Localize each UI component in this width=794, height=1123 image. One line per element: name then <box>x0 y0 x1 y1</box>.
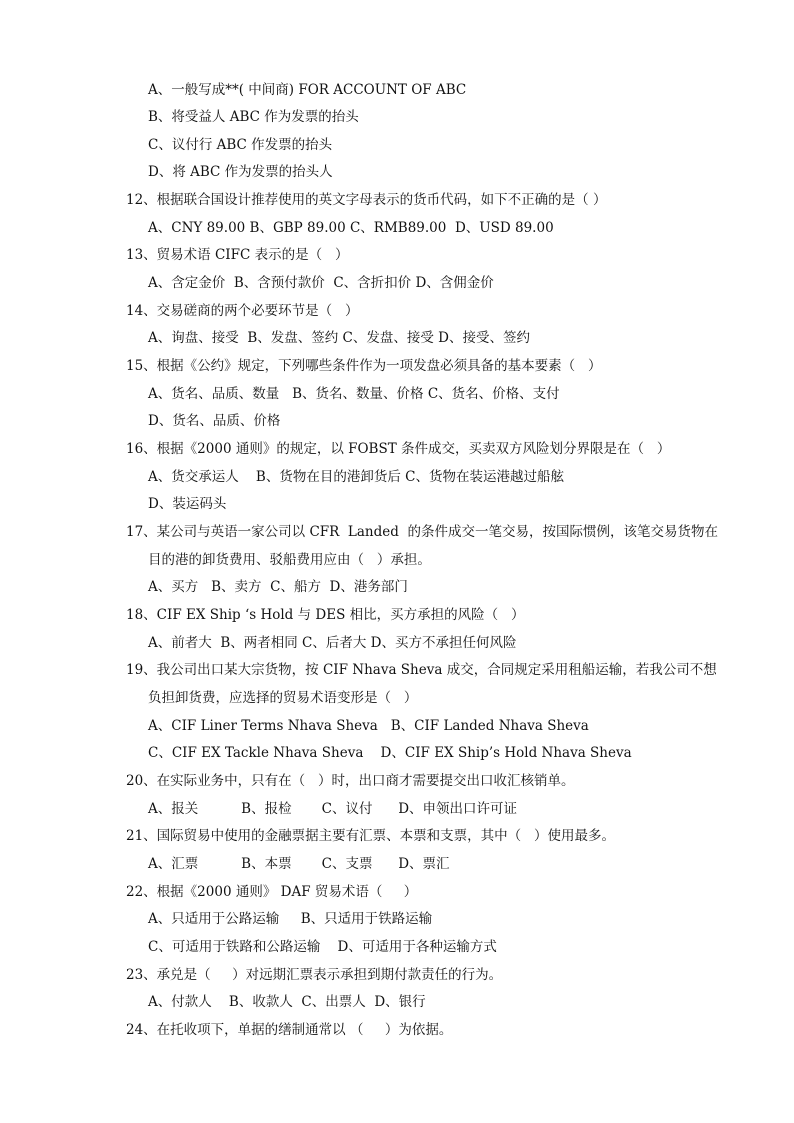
q20-options: A、报关 B、报检 C、议付 D、申领出口许可证 <box>148 801 518 817</box>
q16-options-abc: A、货交承运人 B、货物在目的港卸货后 C、货物在装运港越过船舷 <box>148 469 564 485</box>
question-21: 21、国际贸易中使用的金融票据主要有汇票、本票和支票，其中（ ）使用最多。 <box>126 828 616 844</box>
q16-option-d: D、装运码头 <box>148 496 227 512</box>
q14-options: A、询盘、接受 B、发盘、签约 C、发盘、接受 D、接受、签约 <box>148 330 530 346</box>
q15-option-d: D、货名、品质、价格 <box>148 413 281 429</box>
q21-options: A、汇票 B、本票 C、支票 D、票汇 <box>148 856 450 872</box>
q11-option-a: A、一般写成**( 中间商) FOR ACCOUNT OF ABC <box>148 82 467 98</box>
q13-options: A、含定金价 B、含预付款价 C、含折扣价 D、含佣金价 <box>148 275 494 291</box>
q17-options: A、买方 B、卖方 C、船方 D、港务部门 <box>148 579 408 595</box>
q12-options: A、CNY 89.00 B、GBP 89.00 C、RMB89.00 D、USD 89.00 <box>148 220 554 236</box>
question-17-continued: 目的港的卸货费用、驳船费用应由（ ）承担。 <box>148 552 431 568</box>
q18-options: A、前者大 B、两者相同 C、后者大 D、买方不承担任何风险 <box>148 635 517 651</box>
question-12: 12、根据联合国设计推荐使用的英文字母表示的货币代码，如下不正确的是（ ） <box>126 192 607 208</box>
q19-options-cd: C、CIF EX Tackle Nhava Sheva D、CIF EX Ship’s Hold Nhava Sheva <box>148 745 632 761</box>
q22-options-cd: C、可适用于铁路和公路运输 D、可适用于各种运输方式 <box>148 939 497 955</box>
q23-options: A、付款人 B、收款人 C、出票人 D、银行 <box>148 994 426 1010</box>
question-17: 17、某公司与英语一家公司以 CFR Landed 的条件成交一笔交易，按国际惯例，该笔交易货物在 <box>126 524 718 540</box>
question-24: 24、在托收项下，单据的缮制通常以 （ ）为依据。 <box>126 1022 453 1038</box>
q15-options-abc: A、货名、品质、数量 B、货名、数量、价格 C、货名、价格、支付 <box>148 386 560 402</box>
q11-option-b: B、将受益人 ABC 作为发票的抬头 <box>148 109 359 125</box>
question-16: 16、根据《2000 通则》的规定，以 FOBST 条件成交，买卖双方风险划分界限是在（ ） <box>126 441 671 457</box>
question-22: 22、根据《2000 通则》 DAF 贸易术语（ ） <box>126 884 418 900</box>
q19-options-ab: A、CIF Liner Terms Nhava Sheva B、CIF Landed Nhava Sheva <box>148 718 589 734</box>
q11-option-c: C、议付行 ABC 作发票的抬头 <box>148 137 333 153</box>
question-14: 14、交易磋商的两个必要环节是（ ） <box>126 303 359 319</box>
question-13: 13、贸易术语 CIFC 表示的是（ ） <box>126 247 349 263</box>
question-18: 18、CIF EX Ship ‘s Hold 与 DES 相比，买方承担的风险（ ） <box>126 607 525 623</box>
question-23: 23、承兑是（ ）对远期汇票表示承担到期付款责任的行为。 <box>126 967 503 983</box>
question-15: 15、根据《公约》规定，下列哪些条件作为一项发盘必须具备的基本要素（ ） <box>126 358 602 374</box>
question-19-continued: 负担卸货费，应选择的贸易术语变形是（ ） <box>148 690 418 706</box>
question-19: 19、我公司出口某大宗货物，按 CIF Nhava Sheva 成交，合同规定采用租船运输，若我公司不想 <box>126 662 717 678</box>
q11-option-d: D、将 ABC 作为发票的抬头人 <box>148 164 333 180</box>
question-20: 20、在实际业务中，只有在（ ）时，出口商才需要提交出口收汇核销单。 <box>126 773 575 789</box>
q22-options-ab: A、只适用于公路运输 B、只适用于铁路运输 <box>148 911 433 927</box>
